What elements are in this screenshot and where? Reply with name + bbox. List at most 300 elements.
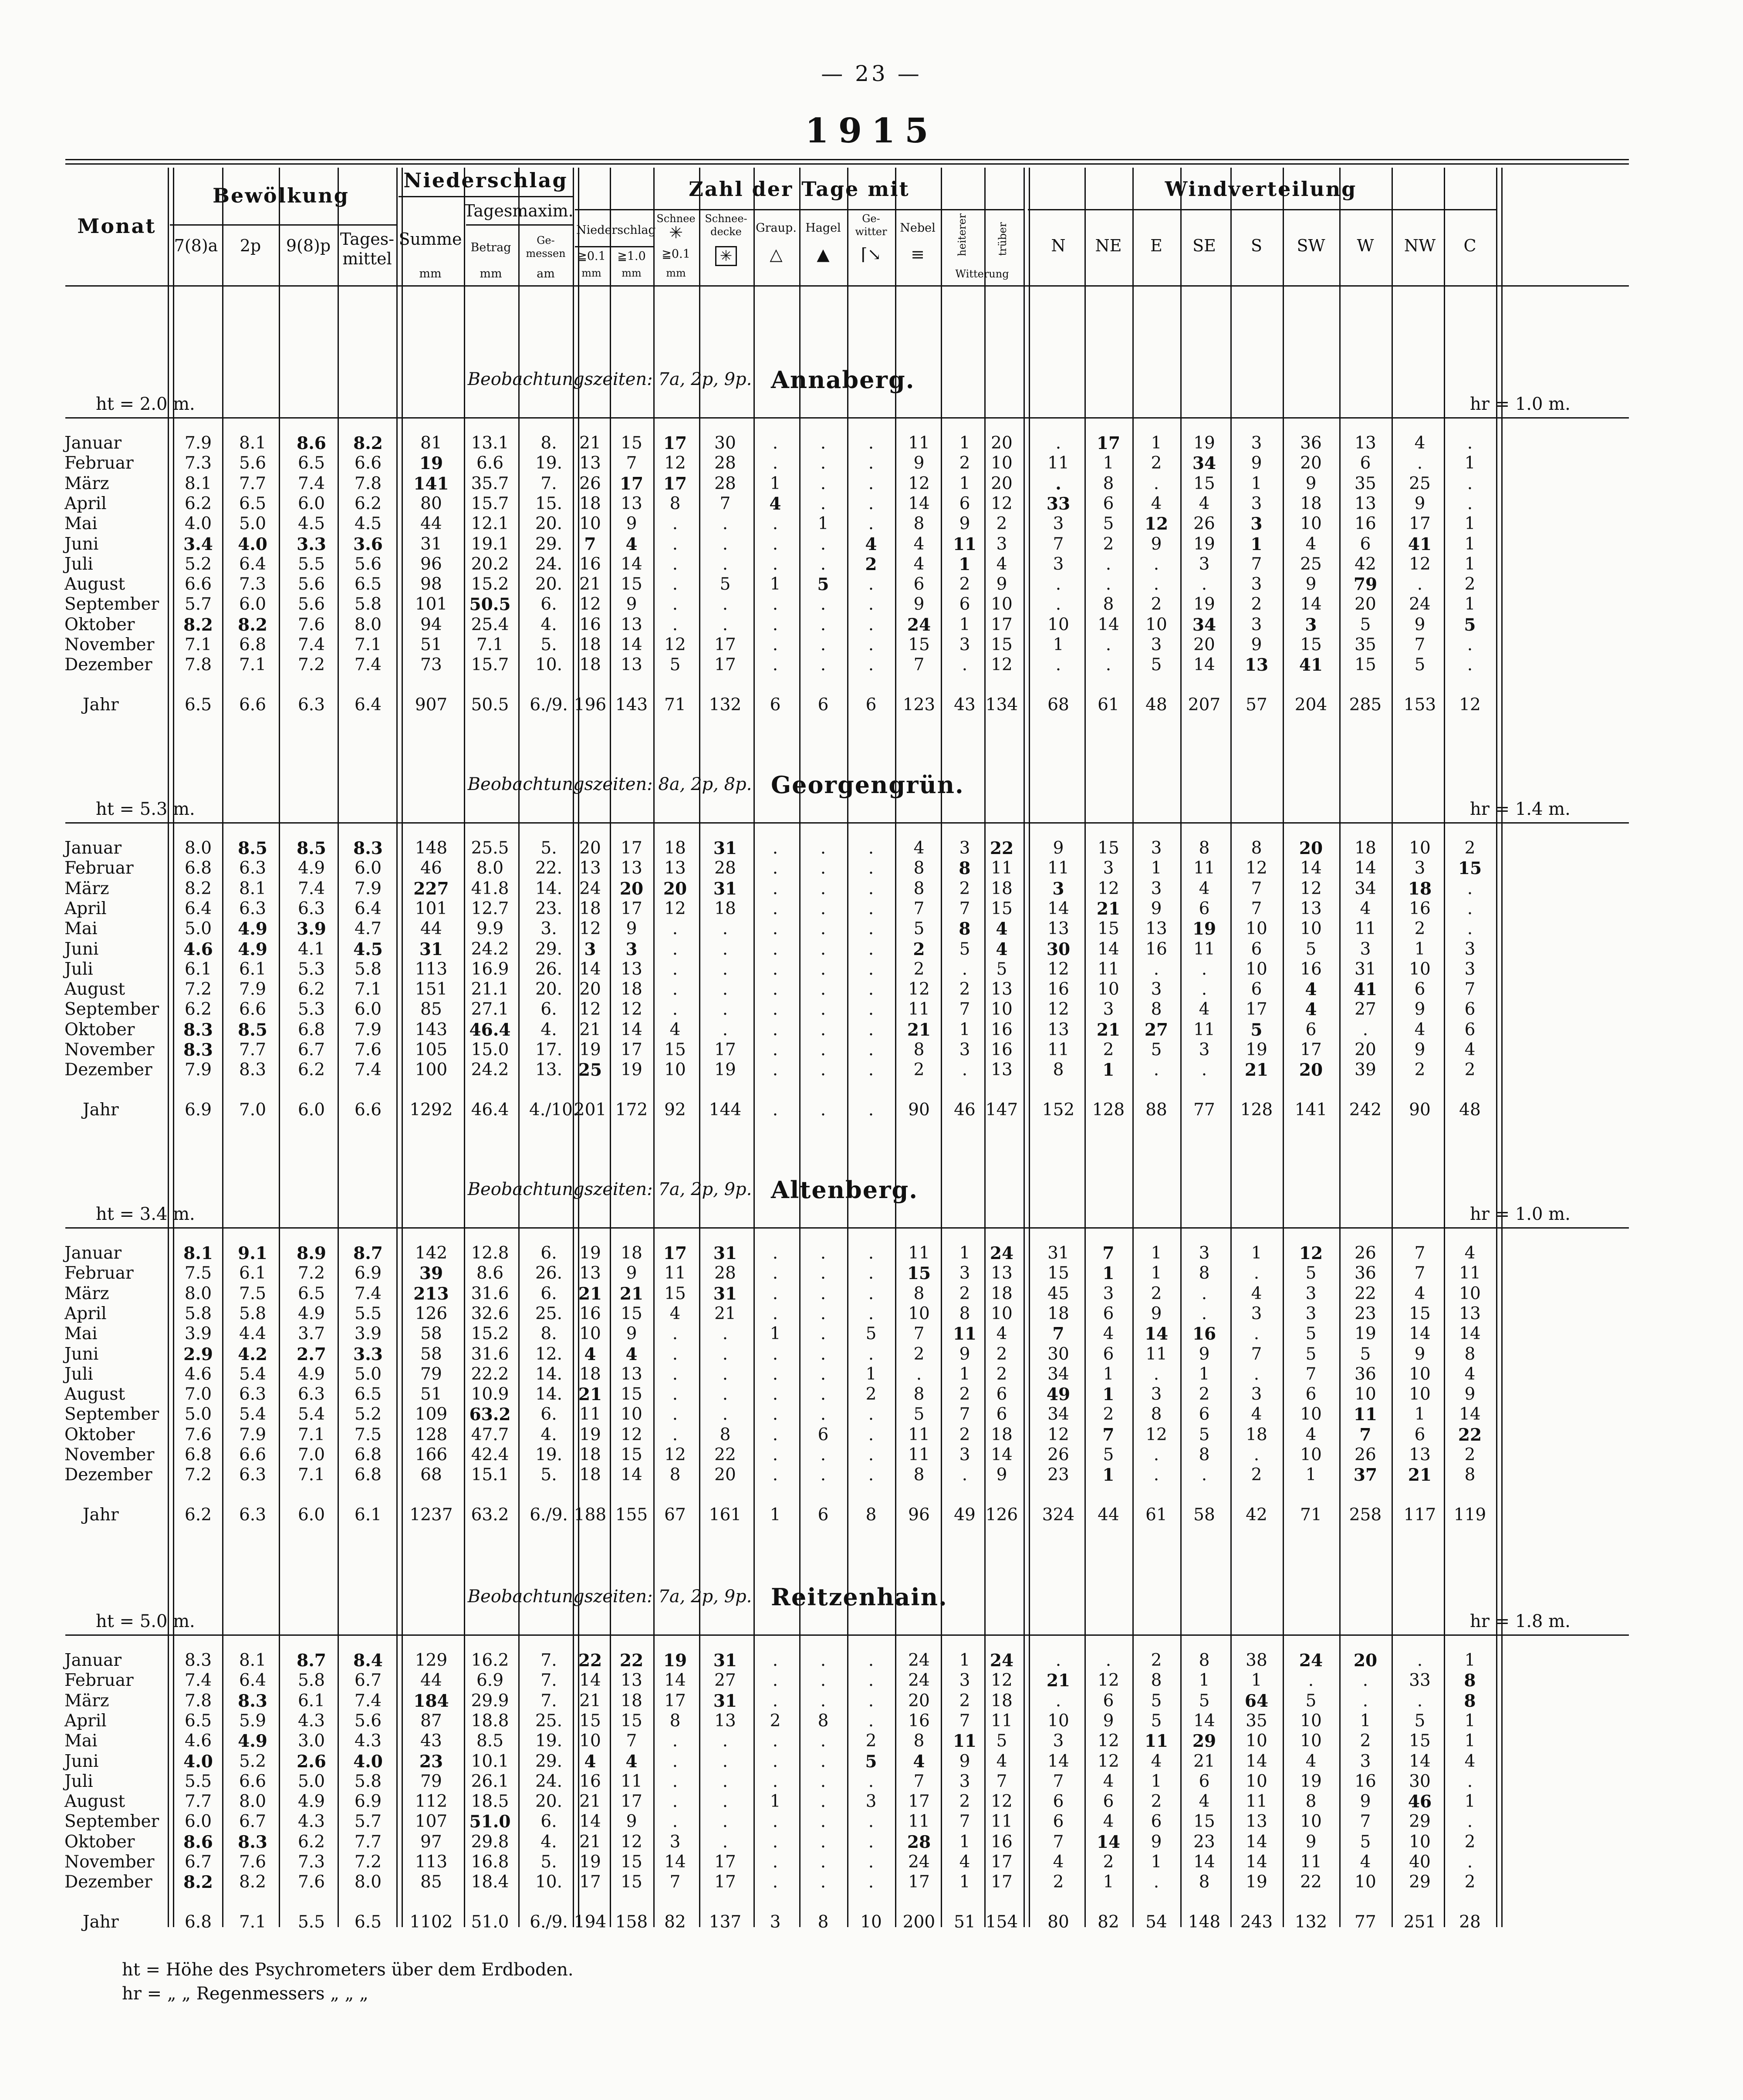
table-cell: 12 <box>1144 514 1169 534</box>
table-cell: 11 <box>953 534 977 554</box>
year-total-cell: 28 <box>1459 1912 1481 1932</box>
year-total-cell: 46 <box>954 1100 976 1120</box>
table-cell: 29.8 <box>471 1832 509 1852</box>
table-cell: 2 <box>1151 1792 1162 1812</box>
table-cell: 12 <box>908 979 930 999</box>
table-cell: 4 <box>1414 433 1425 453</box>
table-cell: 7 <box>1251 898 1262 918</box>
table-cell: 12 <box>1299 1243 1323 1263</box>
table-cell: 4 <box>1151 493 1162 513</box>
table-cell: 6.0 <box>297 493 325 513</box>
table-cell: 12 <box>1047 959 1069 979</box>
table-cell: . <box>772 878 778 898</box>
table-cell: 3 <box>1199 554 1210 574</box>
table-cell: 8 <box>913 878 925 898</box>
table-cell: 9 <box>1199 1344 1210 1364</box>
year-total-cell: 6.2 <box>184 1505 212 1525</box>
column-rule <box>1444 168 1445 1927</box>
table-cell: 7 <box>1305 1364 1317 1384</box>
table-cell: . <box>868 838 874 858</box>
table-cell: 15.0 <box>471 1040 509 1060</box>
table-cell: 10 <box>1409 1832 1431 1852</box>
table-cell: 10 <box>1300 1445 1322 1465</box>
jahr-label: Jahr <box>83 1100 119 1120</box>
month-label: April <box>64 898 107 918</box>
table-cell: 1 <box>1103 1872 1114 1892</box>
table-cell: 4 <box>1414 1020 1425 1040</box>
table-cell: 24 <box>907 614 931 635</box>
table-cell: 8.3 <box>353 838 383 858</box>
table-cell: 13 <box>1145 919 1167 939</box>
table-cell: 34 <box>1047 1405 1069 1425</box>
table-cell: 7.9 <box>239 1425 267 1445</box>
table-cell: . <box>1055 433 1061 453</box>
table-cell: 1 <box>1251 1671 1262 1691</box>
year-total-cell: 161 <box>709 1505 742 1525</box>
table-cell: 7.1 <box>239 655 267 675</box>
table-cell: 29. <box>535 939 563 959</box>
table-cell: . <box>868 1303 874 1323</box>
table-cell: 5.8 <box>297 1671 325 1691</box>
year-total-cell: 200 <box>902 1912 936 1932</box>
table-cell: 11 <box>1144 1731 1169 1752</box>
header-wind-se: SE <box>1192 236 1216 255</box>
table-cell: 7 <box>1414 1243 1425 1263</box>
table-cell: 11 <box>991 1711 1013 1731</box>
year-total-cell: 6.5 <box>354 1912 382 1932</box>
table-cell: 10 <box>1246 1731 1267 1751</box>
table-cell: 1 <box>1414 939 1425 959</box>
table-cell: 26 <box>1355 1243 1376 1263</box>
header-bew-2p: 2p <box>240 236 261 255</box>
table-cell: 3 <box>1103 1283 1114 1303</box>
table-cell: 5.4 <box>239 1364 267 1384</box>
table-cell: . <box>820 1060 826 1080</box>
table-cell: 7 <box>1053 1771 1064 1791</box>
rain-gauge-height: hr = 1.0 m. <box>1470 394 1571 414</box>
table-cell: 3 <box>1103 858 1114 878</box>
table-cell: 5 <box>1305 1691 1317 1711</box>
table-cell: 4.9 <box>238 919 267 939</box>
header-wind-e: E <box>1150 236 1162 255</box>
table-cell: 15.7 <box>471 493 509 513</box>
table-cell: 1 <box>1464 1711 1476 1731</box>
table-cell: 6 <box>1151 1812 1162 1832</box>
year-total-cell: 132 <box>1294 1912 1328 1932</box>
table-cell: 6.8 <box>354 1445 382 1465</box>
table-cell: 11 <box>621 1771 642 1791</box>
table-cell: 14 <box>579 1671 601 1691</box>
year-total-cell: 6.9 <box>184 1100 212 1120</box>
table-cell: 7 <box>913 1324 925 1344</box>
table-cell: 21 <box>578 1384 602 1405</box>
table-cell: 6 <box>1103 1691 1114 1711</box>
table-cell: 18.4 <box>471 1872 509 1892</box>
table-cell: 2 <box>959 453 970 473</box>
table-cell: 20 <box>1193 635 1215 655</box>
table-cell: 8.2 <box>353 433 383 453</box>
table-cell: 7.7 <box>184 1792 212 1812</box>
table-cell: 8 <box>1199 1445 1210 1465</box>
table-cell: 10 <box>1300 1812 1322 1832</box>
table-cell: 1 <box>1464 453 1476 473</box>
month-label: Dezember <box>64 1872 152 1892</box>
table-cell: . <box>1105 554 1111 574</box>
table-cell: . <box>820 1872 826 1892</box>
month-label: Januar <box>64 1243 122 1263</box>
table-cell: 8 <box>913 1465 925 1485</box>
table-cell: . <box>722 534 728 554</box>
year-total-cell: 6./9. <box>530 695 568 715</box>
table-cell: 3 <box>1464 939 1476 959</box>
table-cell: 46.4 <box>469 1020 511 1040</box>
table-cell: 15. <box>535 493 563 513</box>
table-cell: 7.8 <box>184 655 212 675</box>
table-cell: 31 <box>420 534 442 554</box>
year-total-cell: 134 <box>985 695 1018 715</box>
table-cell: 2 <box>959 1792 970 1812</box>
table-cell: 25. <box>535 1303 563 1323</box>
column-rule <box>518 168 520 1927</box>
table-cell: 5 <box>1360 614 1371 635</box>
table-cell: 8.2 <box>239 1872 267 1892</box>
table-cell: 1 <box>1464 1792 1476 1812</box>
table-cell: 1 <box>1414 1405 1425 1425</box>
table-cell: 20. <box>535 514 563 534</box>
table-cell: 4 <box>1305 979 1317 1000</box>
station-name: Altenberg. <box>771 1176 919 1204</box>
year-total-cell: 154 <box>985 1912 1018 1932</box>
table-cell: 34 <box>1355 878 1376 898</box>
table-cell: 13 <box>1246 1812 1267 1832</box>
table-cell: 11 <box>908 999 930 1020</box>
table-cell: . <box>820 493 826 513</box>
table-cell: 6.5 <box>297 1283 325 1303</box>
header-wind-nw: NW <box>1404 236 1436 255</box>
table-cell: 5.2 <box>239 1751 267 1771</box>
table-cell: 21 <box>619 1283 644 1304</box>
table-cell: 12 <box>1145 1425 1167 1445</box>
table-cell: 15 <box>991 898 1013 918</box>
table-cell: 29.9 <box>471 1691 509 1711</box>
column-rule <box>895 168 896 1927</box>
table-cell: . <box>672 514 678 534</box>
table-cell: 2 <box>959 979 970 999</box>
table-cell: 5.8 <box>184 1303 212 1323</box>
table-cell: 29. <box>535 1751 563 1771</box>
table-cell: 2 <box>1464 1060 1476 1080</box>
table-cell: 14. <box>535 1364 563 1384</box>
rain-gauge-height: hr = 1.4 m. <box>1470 799 1571 819</box>
header-schnee: Schnee <box>656 213 696 225</box>
table-cell: 31 <box>713 1283 737 1304</box>
table-cell: 68 <box>420 1465 442 1485</box>
table-cell: . <box>772 554 778 574</box>
table-cell: . <box>1153 1465 1159 1485</box>
year-total-cell: 7.1 <box>239 1912 267 1932</box>
year-total-cell: 77 <box>1355 1912 1376 1932</box>
year-total-cell: 194 <box>574 1912 607 1932</box>
year-total-cell: 4./10. <box>529 1100 578 1120</box>
table-cell: 5.0 <box>184 919 212 939</box>
header-schnee-unit: mm <box>666 267 686 279</box>
table-cell: 7.1 <box>354 979 382 999</box>
table-cell: . <box>1467 655 1473 675</box>
year-total-cell: 147 <box>985 1100 1018 1120</box>
table-cell: 41 <box>1408 534 1432 554</box>
table-cell: 6.6 <box>476 453 504 473</box>
table-cell: 8.0 <box>354 614 382 635</box>
table-cell: 20 <box>908 1691 930 1711</box>
table-cell: 7.3 <box>297 1852 325 1872</box>
table-cell: 13 <box>1459 1303 1481 1323</box>
month-label: August <box>64 979 125 999</box>
table-cell: . <box>962 1060 968 1080</box>
table-cell: 8 <box>959 1303 970 1323</box>
table-cell: 31 <box>713 1651 737 1671</box>
table-cell: . <box>1201 959 1207 979</box>
rule-wind <box>1028 209 1496 210</box>
table-cell: 21 <box>579 433 601 453</box>
month-label: Februar <box>64 1671 134 1691</box>
table-cell: 30 <box>1409 1771 1431 1791</box>
year-total-cell: 242 <box>1349 1100 1382 1120</box>
table-cell: 2 <box>959 1425 970 1445</box>
table-cell: 15 <box>621 1852 642 1872</box>
year-total-cell: 80 <box>1047 1912 1069 1932</box>
table-cell: 18 <box>579 1445 601 1465</box>
table-cell: 25. <box>535 1711 563 1731</box>
table-cell: 4.3 <box>354 1731 382 1751</box>
table-cell: 45 <box>1047 1283 1069 1303</box>
table-cell: 5.8 <box>239 1303 267 1323</box>
table-cell: 6 <box>1053 1812 1064 1832</box>
table-cell: 7 <box>959 1711 970 1731</box>
table-cell: 1 <box>1464 1731 1476 1751</box>
table-cell: 7 <box>1102 1425 1115 1445</box>
table-cell: 8.0 <box>476 858 504 878</box>
table-cell: 80 <box>420 493 442 513</box>
table-cell: 3 <box>1053 554 1064 574</box>
table-cell: 34 <box>1047 1364 1069 1384</box>
table-cell: 4 <box>996 1324 1007 1344</box>
table-cell: 98 <box>420 574 442 594</box>
table-cell: 6.4 <box>184 898 212 918</box>
table-cell: . <box>1467 1812 1473 1832</box>
table-cell: 2 <box>996 1364 1007 1384</box>
table-cell: 11 <box>1098 959 1119 979</box>
year-total-cell: 68 <box>1047 695 1069 715</box>
table-cell: 18 <box>1408 878 1432 899</box>
table-cell: 7. <box>540 1691 557 1711</box>
table-cell: 6.0 <box>239 594 267 614</box>
table-cell: 5.6 <box>297 594 325 614</box>
year-total-cell: 92 <box>664 1100 686 1120</box>
table-cell: 31.6 <box>471 1344 509 1364</box>
table-cell: 3.9 <box>354 1324 382 1344</box>
table-cell: . <box>772 635 778 655</box>
table-cell: 10 <box>579 1324 601 1344</box>
snow-cover-icon <box>700 246 752 266</box>
table-cell: 4 <box>1103 1771 1114 1791</box>
table-cell: . <box>772 858 778 878</box>
table-cell: 5 <box>913 919 925 939</box>
table-cell: 6 <box>1103 1344 1114 1364</box>
year-total-cell: 155 <box>615 1505 648 1525</box>
jahr-label: Jahr <box>83 695 119 715</box>
table-cell: 5.2 <box>354 1405 382 1425</box>
table-cell: 8 <box>1053 1060 1064 1080</box>
table-cell: 8 <box>1464 1671 1476 1691</box>
table-cell: . <box>1105 655 1111 675</box>
table-cell: . <box>722 594 728 614</box>
table-cell: 5 <box>865 1324 877 1344</box>
table-cell: 11 <box>664 1263 686 1283</box>
header-schneedecke-2: decke <box>710 226 742 238</box>
table-cell: 16 <box>1355 514 1376 534</box>
station-rule <box>65 1227 1629 1229</box>
table-cell: 3.7 <box>297 1324 325 1344</box>
table-cell: 6.1 <box>297 1691 325 1711</box>
table-cell: 227 <box>413 878 449 899</box>
table-cell: 4 <box>1464 1243 1476 1263</box>
table-cell: . <box>820 878 826 898</box>
table-cell: 4.0 <box>183 1751 213 1772</box>
table-cell: 24 <box>908 1671 930 1691</box>
year-total-cell: 6.0 <box>297 1505 325 1525</box>
table-cell: 7.1 <box>184 635 212 655</box>
header-zahl-der-tage: Zahl der Tage mit <box>689 177 910 201</box>
table-cell: 10. <box>535 655 563 675</box>
table-cell: 12 <box>1409 554 1431 574</box>
table-cell: 19 <box>1193 433 1215 453</box>
table-cell: 5 <box>1199 1425 1210 1445</box>
table-cell: 18 <box>579 1465 601 1485</box>
table-cell: . <box>1105 1651 1111 1670</box>
table-cell: . <box>868 1425 874 1445</box>
table-cell: 18 <box>579 635 601 655</box>
table-cell: . <box>868 1445 874 1465</box>
table-cell: 4 <box>1305 1751 1317 1771</box>
table-cell: . <box>1467 898 1473 918</box>
year-total-cell: 117 <box>1403 1505 1436 1525</box>
table-cell: 13 <box>621 1364 642 1384</box>
table-cell: 9 <box>1251 635 1262 655</box>
table-cell: 7 <box>1360 1812 1371 1832</box>
table-cell: 13 <box>621 493 642 513</box>
table-cell: 4 <box>584 1751 596 1772</box>
table-cell: . <box>722 939 728 959</box>
header-nds-10-unit: mm <box>622 267 642 279</box>
table-cell: 12. <box>535 1344 563 1364</box>
table-cell: 5 <box>1305 1324 1317 1344</box>
table-cell: . <box>868 898 874 918</box>
table-cell: . <box>772 838 778 858</box>
table-cell: 5.6 <box>354 1711 382 1731</box>
year-total-cell: 128 <box>1092 1100 1125 1120</box>
table-cell: 11 <box>908 1812 930 1832</box>
table-cell: 9 <box>1103 1711 1114 1731</box>
table-cell: 8.0 <box>239 1792 267 1812</box>
table-cell: . <box>1153 473 1159 493</box>
table-cell: 2 <box>1053 1872 1064 1892</box>
table-cell: 26. <box>535 959 563 979</box>
table-cell: 6. <box>540 1283 557 1303</box>
header-bew-9p: 9(8)p <box>286 236 331 255</box>
table-cell: 4. <box>540 1832 557 1852</box>
table-cell: 2 <box>913 1060 925 1080</box>
table-cell: 6. <box>540 1243 557 1263</box>
table-cell: . <box>772 1751 778 1771</box>
table-cell: 30 <box>1046 939 1071 959</box>
table-cell: 13 <box>579 858 601 878</box>
table-cell: 2 <box>996 514 1007 534</box>
table-cell: 4 <box>996 939 1008 959</box>
table-cell: . <box>772 1020 778 1040</box>
table-cell: 6.8 <box>184 858 212 878</box>
table-cell: . <box>962 1465 968 1485</box>
table-cell: 21 <box>1096 898 1121 919</box>
table-cell: . <box>772 514 778 534</box>
table-cell: 3 <box>959 1771 970 1791</box>
table-cell: 5.0 <box>354 1364 382 1384</box>
snowflake-icon: ✳ <box>669 223 683 242</box>
table-cell: 19. <box>535 453 563 473</box>
table-cell: 46 <box>1408 1792 1432 1812</box>
station-rule <box>65 822 1629 824</box>
table-cell: 17 <box>619 473 644 494</box>
table-cell: 12 <box>991 1792 1013 1812</box>
header-gewitter-1: Ge- <box>862 213 880 225</box>
table-cell: 35 <box>1246 1711 1267 1731</box>
year-total-cell: 71 <box>1300 1505 1322 1525</box>
table-cell: 58 <box>420 1324 442 1344</box>
table-cell: 126 <box>415 1303 448 1323</box>
month-label: Dezember <box>64 1060 152 1080</box>
table-cell: 73 <box>420 655 442 675</box>
table-cell: 26 <box>1047 1445 1069 1465</box>
table-cell: . <box>820 1671 826 1691</box>
table-cell: 11 <box>908 1445 930 1465</box>
table-cell: 5.6 <box>297 574 325 594</box>
table-cell: 7.2 <box>297 1263 325 1283</box>
table-cell: 1 <box>1464 1651 1476 1670</box>
table-cell: . <box>772 1243 778 1263</box>
table-cell: . <box>820 554 826 574</box>
month-label: April <box>64 1303 107 1323</box>
table-cell: 27 <box>714 1671 736 1691</box>
table-cell: . <box>820 433 826 453</box>
table-cell: 1 <box>1102 1060 1115 1080</box>
table-cell: 17 <box>663 433 687 453</box>
table-cell: . <box>1253 1263 1260 1283</box>
table-cell: 16 <box>1300 959 1322 979</box>
table-cell: . <box>722 1364 728 1384</box>
month-label: Oktober <box>64 1832 135 1852</box>
column-rule <box>1230 168 1232 1927</box>
table-cell: 8 <box>1199 1263 1210 1283</box>
table-cell: 35.7 <box>471 473 509 493</box>
table-cell: 3 <box>1151 635 1162 655</box>
observation-times: Beobachtungszeiten: 7a, 2p, 9p. <box>467 1179 752 1199</box>
column-rule <box>1084 168 1086 1927</box>
table-cell: . <box>772 1060 778 1080</box>
table-cell: 5.2 <box>184 554 212 574</box>
year-total-cell: 61 <box>1098 695 1119 715</box>
table-cell: . <box>772 1832 778 1852</box>
table-cell: 8 <box>1199 1651 1210 1670</box>
climate-table <box>65 159 1629 2032</box>
